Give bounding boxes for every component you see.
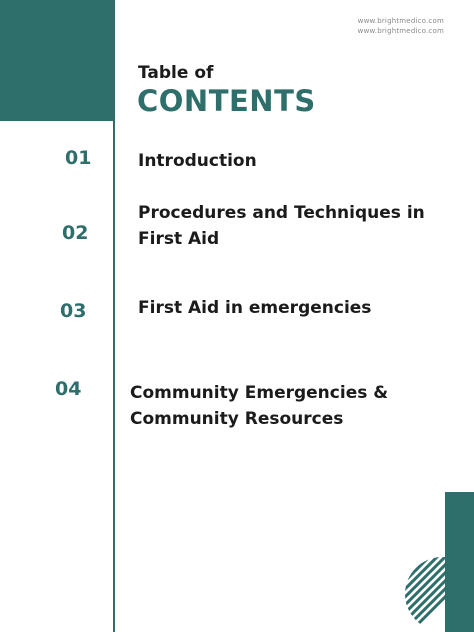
toc-item-community — [130, 380, 388, 432]
toc-item-line: Introduction — [138, 151, 257, 171]
website-url-2: www.brightmedico.com — [357, 27, 444, 35]
toc-item-line: Procedures and Techniques in — [138, 203, 425, 223]
toc-item-line: First Aid in emergencies — [138, 298, 372, 318]
website-url-1: www.brightmedico.com — [357, 17, 444, 25]
toc-number-03: 03 — [60, 300, 87, 322]
toc-item-line: Community Resources — [130, 409, 344, 429]
stripe-bar-overlap — [445, 556, 474, 632]
toc-number-02: 02 — [62, 222, 89, 244]
toc-item-line: Community Emergencies & — [130, 383, 389, 403]
striped-circle-decoration-icon — [404, 556, 474, 632]
vertical-divider-line — [113, 0, 115, 632]
toc-number-04: 04 — [55, 378, 82, 400]
toc-pre-title: Table of — [138, 63, 214, 83]
header-teal-block — [0, 0, 113, 121]
toc-item-procedures — [138, 200, 425, 252]
toc-item-introduction — [138, 148, 257, 174]
toc-item-line: First Aid — [138, 229, 220, 249]
toc-title: CONTENTS — [137, 84, 316, 118]
toc-item-emergencies — [138, 295, 371, 321]
website-urls — [358, 16, 444, 36]
toc-number-01: 01 — [65, 147, 92, 169]
